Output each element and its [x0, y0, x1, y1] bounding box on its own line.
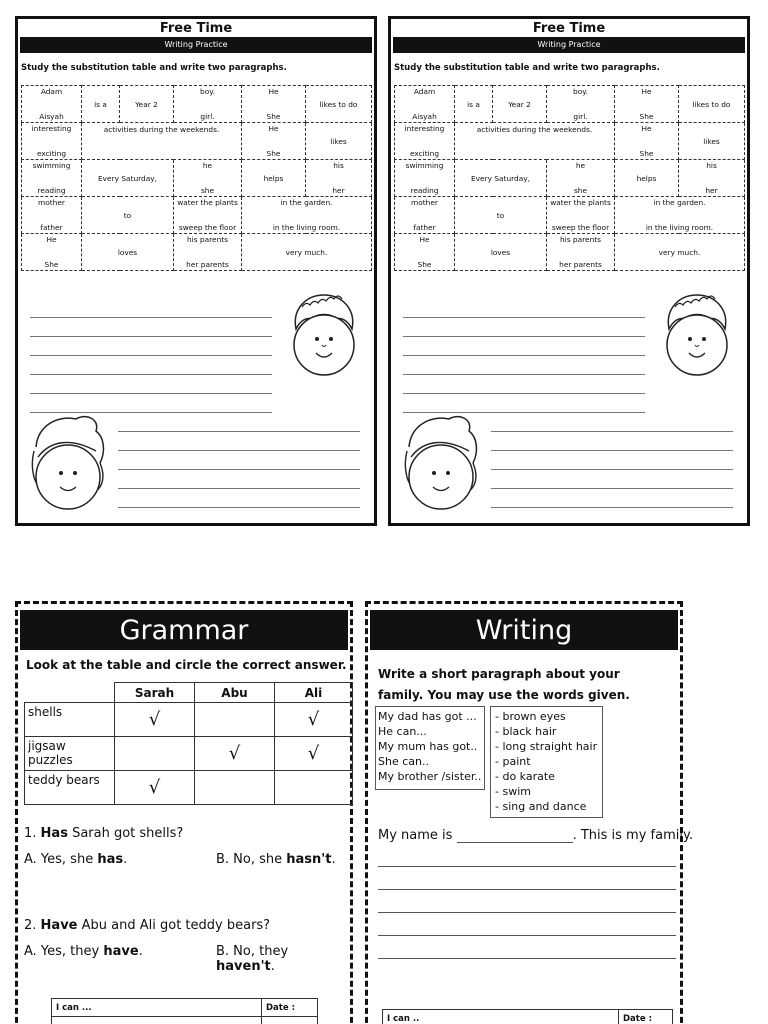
table-row: interesting exciting activities during the weekends. He She likes	[395, 123, 745, 160]
writing-lines	[118, 413, 360, 526]
table-row: shells √ √	[25, 703, 353, 737]
tick-mark: √	[275, 737, 353, 771]
answer-option-a[interactable]: A. Yes, they have.	[24, 944, 143, 959]
table-row: Adam Aisyah is a Year 2 boy. girl. He She likes to do	[22, 86, 372, 123]
worksheet-right	[388, 16, 750, 526]
name-blank[interactable]	[457, 831, 573, 843]
grammar-card	[15, 601, 353, 1024]
answer-option-a[interactable]: A. Yes, she has.	[24, 852, 128, 867]
word-bank-box: - brown eyes - black hair - long straight hair - paint - do karate - swim - sing and dance	[490, 706, 603, 818]
answer-option-b[interactable]: B. No, she hasn't.	[216, 852, 336, 867]
substitution-table	[21, 85, 372, 271]
grammar-table	[24, 682, 353, 805]
table-row: swimming reading Every Saturday, he she helps his her	[395, 160, 745, 197]
boy-face-icon	[288, 289, 360, 385]
answer-option-b[interactable]: B. No, they haven't.	[216, 944, 289, 974]
worksheet-instruction: Study the substitution table and write two paragraphs.	[21, 63, 287, 73]
table-row: mother father to water the plants sweep the floor in the garden. in the living room.	[395, 197, 745, 234]
worksheet-subtitle: Writing Practice	[20, 37, 372, 53]
girl-face-icon	[24, 407, 114, 517]
boy-face-icon	[661, 289, 733, 385]
table-row: He She loves his parents her parents very much.	[22, 234, 372, 271]
writing-lines	[403, 299, 645, 413]
question-2: 2. Have Abu and Ali got teddy bears?	[24, 918, 271, 933]
writing-instruction: Write a short paragraph about your family. You may use the words given.	[378, 667, 630, 702]
writing-card	[365, 601, 693, 1024]
intro-sentence: My name is . This is my family.	[378, 828, 693, 843]
table-row: swimming reading Every Saturday, he she helps his her	[22, 160, 372, 197]
sentence-starters-box: My dad has got ... He can... My mum has got.. She can.. My brother /sister..	[375, 706, 485, 790]
grammar-instruction: Look at the table and circle the correct answer.	[26, 658, 347, 672]
tick-mark: √	[195, 737, 275, 771]
table-row: interesting exciting activities during the weekends. He She likes	[22, 123, 372, 160]
tick-mark: √	[115, 771, 195, 805]
worksheet-title: Free Time	[532, 21, 606, 36]
table-row: mother father to water the plants sweep the floor in the garden. in the living room.	[22, 197, 372, 234]
table-row: teddy bears √	[25, 771, 353, 805]
writing-lines[interactable]	[378, 844, 676, 959]
writing-header: Writing	[370, 610, 678, 650]
table-row: He She loves his parents her parents very much.	[395, 234, 745, 271]
grammar-header: Grammar	[20, 610, 348, 650]
worksheet-left	[15, 16, 377, 526]
question-1: 1. Has Sarah got shells?	[24, 826, 184, 841]
self-assessment-table: I can ... Date :	[51, 998, 318, 1024]
table-header-row: Sarah Abu Ali	[25, 683, 353, 703]
writing-lines	[30, 299, 272, 413]
tick-mark: √	[275, 703, 353, 737]
writing-lines	[491, 413, 733, 526]
tick-mark: √	[115, 703, 195, 737]
table-row: jigsaw puzzles √ √	[25, 737, 353, 771]
substitution-table	[394, 85, 745, 271]
self-assessment-table: I can .. Date :	[382, 1009, 673, 1024]
girl-face-icon	[397, 407, 487, 517]
worksheet-instruction: Study the substitution table and write two paragraphs.	[394, 63, 660, 73]
worksheet-subtitle: Writing Practice	[393, 37, 745, 53]
table-row: Adam Aisyah is a Year 2 boy. girl. He She likes to do	[395, 86, 745, 123]
worksheet-title: Free Time	[159, 21, 233, 36]
